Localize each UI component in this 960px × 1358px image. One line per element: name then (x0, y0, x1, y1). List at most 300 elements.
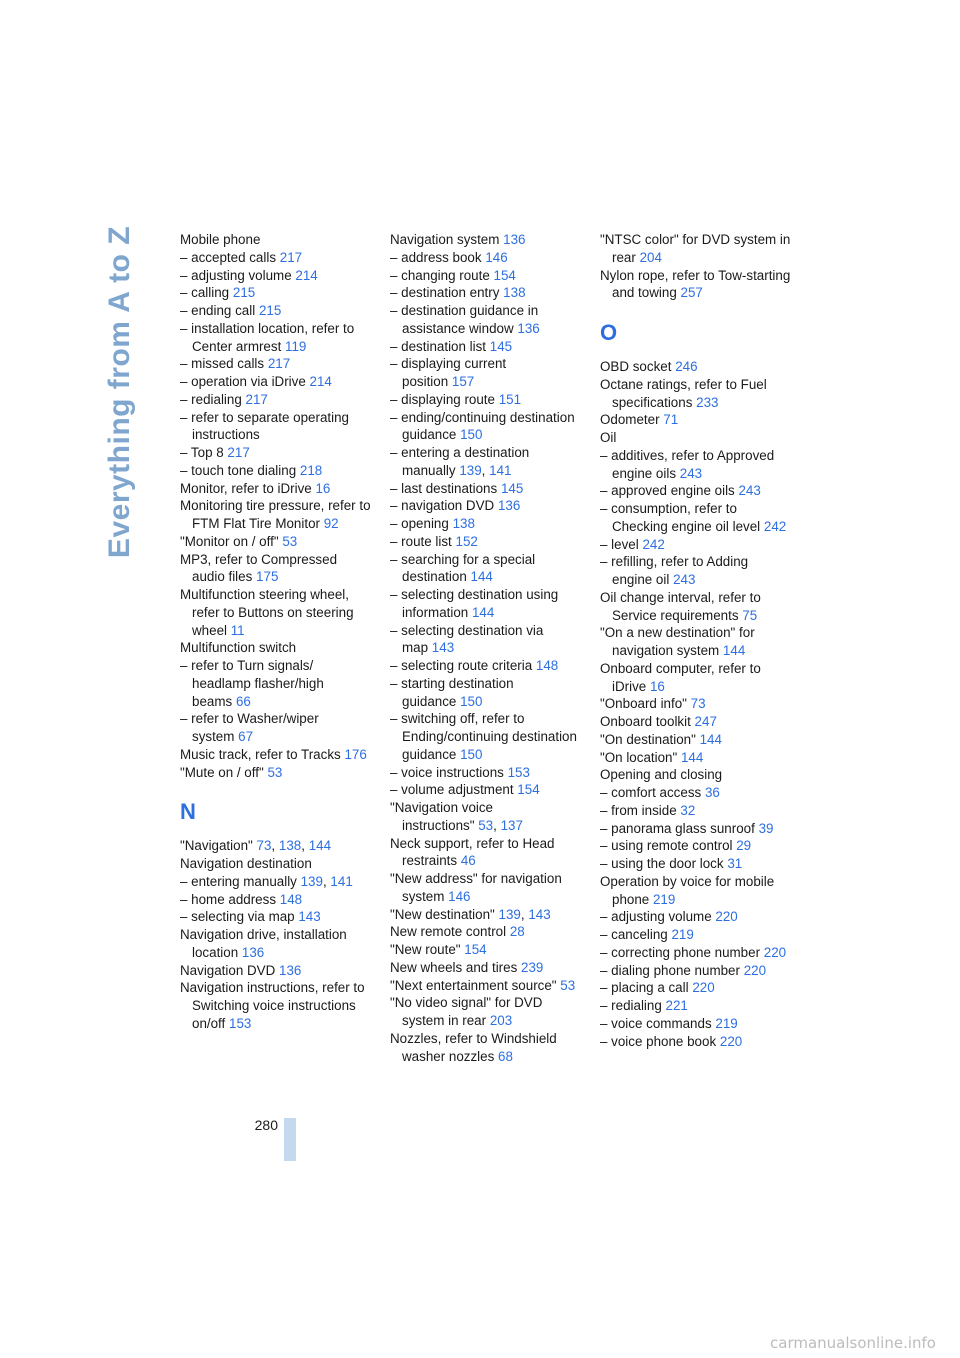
index-entry-label: – touch tone dialing (180, 462, 297, 478)
page-ref-link[interactable]: 150 (460, 427, 483, 443)
index-entry-label: Multifunction switch (180, 640, 297, 656)
index-entry-label: – navigation DVD (390, 498, 495, 514)
page-ref-link[interactable]: 68 (498, 1048, 513, 1064)
index-entry (180, 462, 372, 480)
index-entry-label: – destination guidance in assistance window (390, 303, 539, 336)
index-entry-label: Onboard toolkit (600, 714, 691, 729)
index-entry-label: – voice phone book (600, 1033, 717, 1049)
page-ref-link[interactable]: 32 (680, 802, 696, 818)
page-ref-link[interactable]: 73 (256, 838, 272, 854)
index-entry-label: Onboard computer, refer to iDrive (600, 660, 761, 694)
index-entry (600, 267, 792, 303)
index-entry-label: Navigation DVD (180, 962, 276, 978)
page-ref-link[interactable]: 92 (323, 516, 339, 531)
page-ref-link[interactable]: 242 (763, 518, 787, 534)
page-ref-link[interactable]: 214 (295, 267, 318, 283)
page-ref-link[interactable]: 136 (241, 944, 265, 960)
page-ref-separator: , (493, 817, 497, 833)
index-entry-label: – starting destination guidance (390, 675, 514, 709)
index-entry-label: Nylon rope, refer to Tow-starting and towing (600, 267, 791, 301)
index-entry (600, 589, 792, 625)
index-entry (390, 409, 582, 445)
page-ref-link[interactable]: 75 (742, 607, 758, 623)
page-ref-link[interactable]: 152 (455, 533, 478, 549)
index-entry-label: Mobile phone (180, 232, 261, 247)
index-entry-label: "Next entertainment source" (390, 977, 557, 993)
index-entry-label: – level (600, 536, 639, 552)
index-entry (600, 447, 792, 483)
index-entry (600, 944, 792, 962)
index-entry (180, 586, 372, 639)
index-entry-label: "On a new destination" for navigation system (600, 625, 755, 658)
index-entry-label: – consumption, refer to Checking engine oil level (600, 501, 761, 534)
index-entry-label: Opening and closing (600, 767, 723, 783)
page-ref-link[interactable]: 29 (736, 838, 752, 854)
index-entry-label: "New destination" (390, 906, 495, 922)
index-entry-label: Octane ratings, refer to Fuel specifications (600, 376, 767, 410)
index-entry (390, 533, 582, 551)
index-entry-label: – displaying route (390, 391, 495, 407)
page-ref-link[interactable]: 148 (279, 891, 303, 907)
index-column-2 (390, 231, 582, 1065)
index-entry (600, 376, 792, 412)
index-entry (390, 657, 582, 675)
page-ref-link[interactable]: 136 (503, 232, 526, 247)
index-entry (390, 1030, 582, 1066)
index-entry-label: "New address" for navigation system (390, 871, 562, 904)
page-ref-link[interactable]: 137 (500, 817, 523, 833)
section-letter-heading: N (180, 799, 196, 825)
index-entry-label: – accepted calls (180, 249, 277, 265)
page-ref-link[interactable]: 150 (460, 746, 483, 762)
index-entry (180, 249, 372, 267)
index-entry-label: Navigation system (390, 232, 500, 247)
index-entry-label: – address book (390, 249, 482, 265)
index-entry (180, 710, 372, 746)
page-ref-link[interactable]: 219 (671, 927, 694, 942)
index-entry (600, 411, 792, 429)
page-ref-link[interactable]: 217 (267, 356, 291, 372)
index-entry (600, 997, 792, 1015)
index-entry (600, 358, 792, 376)
page-ref-separator: , (301, 838, 305, 854)
page-ref-link[interactable]: 28 (509, 924, 525, 940)
index-entry-label: "Monitor on / off" (180, 533, 279, 549)
page-ref-link[interactable]: 220 (719, 1033, 743, 1049)
index-entry-label: Multifunction steering wheel, refer to Buttons on steering wheel (180, 587, 354, 638)
page-ref-link[interactable]: 219 (652, 891, 676, 907)
index-entry-label: Odometer (600, 412, 660, 428)
page-ref-link[interactable]: 233 (696, 394, 719, 410)
page-ref-separator: , (481, 462, 486, 478)
page-ref-link[interactable]: 144 (699, 731, 722, 747)
page-ref-link[interactable]: 143 (298, 909, 321, 925)
index-entry-label: Oil (600, 430, 617, 445)
index-entry-label: MP3, refer to Compressed audio files (180, 551, 338, 585)
index-entry (600, 926, 792, 944)
index-entry (180, 908, 372, 926)
index-entry (180, 926, 372, 962)
watermark: carmanualsonline.info (770, 1334, 936, 1352)
index-entry-label: – route list (390, 533, 452, 549)
page-ref-link[interactable]: 153 (229, 1015, 252, 1031)
index-entry-label: – voice instructions (390, 764, 504, 780)
index-entry (390, 480, 582, 498)
index-entry (180, 497, 372, 533)
index-entry (180, 891, 372, 909)
index-entry-label: "Navigation voice instructions" (390, 800, 494, 833)
page-ref-link[interactable]: 220 (692, 980, 715, 996)
index-entry-label: – entering a destination manually (390, 445, 530, 478)
index-entry (180, 267, 372, 285)
index-entry-label: – voice commands (600, 1015, 712, 1031)
index-entry (390, 799, 582, 835)
page-ref-link[interactable]: 221 (665, 998, 688, 1013)
index-entry (390, 923, 582, 941)
page-ref-link[interactable]: 247 (694, 714, 717, 729)
index-entry-label: – additives, refer to Approved engine oils (600, 447, 775, 481)
page-ref-link[interactable]: 139 (459, 462, 482, 478)
page-ref-separator: , (271, 838, 276, 854)
index-entry (180, 657, 372, 710)
index-entry (600, 820, 792, 838)
page-ref-link[interactable]: 138 (278, 838, 302, 854)
page-ref-link[interactable]: 11 (230, 622, 245, 638)
index-entry-label: "Navigation" (180, 838, 253, 854)
index-entry-label: – ending/continuing destination guidance (390, 409, 575, 443)
chapter-side-title-text: Everything from A to Z (103, 225, 136, 559)
page-ref-link[interactable]: 220 (763, 944, 787, 960)
index-entry (180, 409, 372, 445)
page-ref-link[interactable]: 218 (299, 462, 323, 478)
index-entry (390, 497, 582, 515)
page-ref-link[interactable]: 71 (663, 412, 679, 428)
page-ref-link[interactable]: 143 (431, 640, 455, 656)
index-entry (600, 536, 792, 554)
index-entry-label: – Top 8 (180, 445, 224, 460)
page-ref-link[interactable]: 141 (330, 873, 353, 889)
index-entry-label: – from inside (600, 802, 677, 818)
page-ref-link[interactable]: 145 (489, 338, 513, 354)
index-entry-label: – changing route (390, 267, 490, 283)
index-entry (180, 480, 372, 498)
index-entry (600, 749, 792, 767)
index-entry-label: – displaying current position (390, 356, 507, 389)
index-entry (390, 622, 582, 658)
index-entry-label: New remote control (390, 924, 507, 940)
index-entry (600, 802, 792, 820)
index-entry (180, 444, 372, 462)
index-entry (600, 482, 792, 500)
page-ref-link[interactable]: 138 (452, 516, 475, 531)
index-entry-label: – destination entry (390, 285, 500, 301)
index-entry (390, 551, 582, 587)
index-entry-label: OBD socket (600, 359, 672, 374)
page-ref-link[interactable]: 143 (528, 906, 551, 922)
page-ref-link[interactable]: 144 (722, 643, 746, 658)
page-ref-link[interactable]: 220 (743, 962, 767, 978)
index-column-3 (600, 231, 792, 1050)
index-entry (390, 764, 582, 782)
index-entry (600, 766, 792, 784)
index-entry (390, 941, 582, 959)
page-ref-link[interactable]: 145 (500, 480, 524, 496)
index-entry-label: – comfort access (600, 785, 702, 800)
index-entry-label: – last destinations (390, 480, 498, 496)
index-entry (180, 979, 372, 1032)
page-ref-link[interactable]: 53 (282, 533, 298, 549)
page-ref-link[interactable]: 53 (560, 977, 576, 993)
index-entry (600, 624, 792, 660)
page-ref-link[interactable]: 146 (448, 888, 471, 904)
index-entry (600, 837, 792, 855)
index-entry (180, 391, 372, 409)
index-entry (390, 284, 582, 302)
page-ref-link[interactable]: 246 (675, 359, 698, 374)
index-entry-label: Monitoring tire pressure, refer to FTM Flat Tire Monitor (180, 498, 371, 531)
page-ref-separator: , (322, 873, 327, 889)
page-ref-link[interactable]: 141 (489, 462, 512, 478)
index-entry (180, 355, 372, 373)
index-entry-label: – home address (180, 891, 277, 907)
index-entry (390, 675, 582, 711)
index-entry (600, 231, 792, 267)
index-entry (600, 731, 792, 749)
index-entry-label: New wheels and tires (390, 959, 518, 975)
page-ref-link[interactable]: 203 (489, 1013, 513, 1028)
page-ref-link[interactable]: 242 (642, 536, 665, 552)
page-ref-link[interactable]: 31 (727, 856, 743, 871)
index-entry-label: Oil change interval, refer to Service requirements (600, 589, 761, 623)
index-entry-label: – using the door lock (600, 856, 724, 871)
page-ref-link[interactable]: 239 (521, 959, 544, 975)
page-ref-link[interactable]: 73 (690, 696, 706, 712)
index-entry (600, 784, 792, 802)
page-ref-link[interactable]: 257 (680, 285, 703, 301)
index-entry-label: – canceling (600, 927, 668, 942)
page-ref-link[interactable]: 214 (309, 374, 332, 389)
index-entry-label: "Mute on / off" (180, 764, 264, 780)
index-entry (180, 373, 372, 391)
index-entry (180, 837, 372, 855)
index-entry-label: – selecting destination using information (390, 587, 559, 620)
index-entry (600, 873, 792, 909)
index-entry-label: – approved engine oils (600, 483, 735, 499)
page-ref-link[interactable]: 136 (517, 320, 540, 336)
page-ref-link[interactable]: 157 (451, 374, 475, 389)
page-ref-link[interactable]: 176 (344, 746, 367, 762)
index-entry-label: – opening (390, 516, 449, 531)
index-entry-label: "On location" (600, 749, 678, 765)
index-entry (180, 962, 372, 980)
index-entry (600, 660, 792, 696)
page-number: 280 (254, 1117, 278, 1133)
index-entry-label: – refer to Washer/wiper system (180, 711, 319, 744)
index-entry-label: Navigation drive, installation location (180, 927, 347, 960)
index-entry (180, 873, 372, 891)
page-ref-link[interactable]: 217 (227, 445, 250, 460)
index-entry-label: Navigation destination (180, 856, 312, 871)
index-entry (180, 764, 372, 782)
index-entry-label: "New route" (390, 942, 461, 957)
page-ref-link[interactable]: 151 (498, 391, 522, 407)
index-entry (390, 906, 582, 924)
page-ref-link[interactable]: 53 (267, 764, 283, 780)
page-ref-link[interactable]: 46 (460, 853, 476, 869)
index-entry-label: – placing a call (600, 980, 689, 996)
index-column-1 (180, 231, 372, 1033)
index-entry-label: – correcting phone number (600, 944, 761, 960)
index-entry (390, 515, 582, 533)
page-ref-link[interactable]: 36 (704, 785, 720, 800)
index-entry (600, 553, 792, 589)
index-entry-label: – using remote control (600, 838, 733, 854)
index-entry (180, 855, 372, 873)
index-entry (180, 551, 372, 587)
index-entry-label: – refer to Turn signals/ headlamp flasher/high beams (180, 658, 324, 709)
index-entry-label: – volume adjustment (390, 782, 514, 798)
index-entry-label: – dialing phone number (600, 962, 740, 978)
index-entry-label: – adjusting volume (600, 909, 712, 925)
index-entry (600, 500, 792, 536)
index-entry-label: Navigation instructions, refer to Switching voice instructions on/off (180, 980, 365, 1031)
page-ref-link[interactable]: 220 (715, 909, 738, 925)
index-entry (600, 962, 792, 980)
index-entry (600, 1015, 792, 1033)
index-entry-label: "Onboard info" (600, 696, 687, 712)
index-entry (600, 695, 792, 713)
page-ref-link[interactable]: 144 (471, 604, 495, 620)
index-entry (600, 429, 792, 447)
page-ref-link[interactable]: 204 (639, 249, 662, 265)
index-entry (390, 391, 582, 409)
page-ref-link[interactable]: 154 (517, 782, 540, 798)
index-entry-label: "No video signal" for DVD system in rear (390, 995, 543, 1028)
index-entry (600, 855, 792, 873)
page-ref-link[interactable]: 119 (285, 338, 307, 354)
index-entry-label: "NTSC color" for DVD system in rear (600, 232, 791, 265)
page-ref-link[interactable]: 215 (258, 303, 282, 318)
chapter-side-title (100, 225, 140, 559)
page-ref-link[interactable]: 144 (680, 749, 704, 765)
page-ref-link[interactable]: 16 (315, 480, 331, 496)
page-ref-link[interactable]: 66 (235, 693, 251, 709)
page-ref-link[interactable]: 53 (478, 817, 494, 833)
index-entry (600, 1033, 792, 1051)
page-ref-link[interactable]: 154 (464, 942, 487, 957)
index-entry-label: – redialing (180, 391, 242, 407)
index-entry-label: – refilling, refer to Adding engine oil (600, 554, 749, 587)
index-entry-label: – operation via iDrive (180, 374, 306, 389)
page-ref-link[interactable]: 144 (308, 838, 332, 854)
index-entry-label: – refer to separate operating instructions (180, 409, 349, 443)
index-entry (180, 302, 372, 320)
index-entry (390, 959, 582, 977)
index-entry (390, 355, 582, 391)
index-entry-label: – selecting destination via map (390, 622, 544, 656)
index-entry-label: – selecting via map (180, 909, 295, 925)
page-ref-link[interactable]: 138 (503, 285, 526, 301)
page-ref-link[interactable]: 243 (679, 465, 703, 481)
index-entry-label: – calling (180, 285, 230, 301)
page-ref-link[interactable]: 139 (498, 906, 521, 922)
page-ref-link[interactable]: 219 (715, 1015, 738, 1031)
index-entry (390, 267, 582, 285)
index-entry (390, 444, 582, 480)
index-entry-label: Operation by voice for mobile phone (600, 873, 775, 907)
index-entry (600, 979, 792, 997)
index-entry (390, 781, 582, 799)
index-entry-label: – adjusting volume (180, 267, 292, 283)
index-entry (390, 835, 582, 871)
index-entry (600, 908, 792, 926)
page-ref-link[interactable]: 139 (300, 873, 323, 889)
index-entry (390, 977, 582, 995)
index-entry (180, 746, 372, 764)
page-ref-link[interactable]: 217 (279, 249, 303, 265)
page-ref-link[interactable]: 243 (738, 483, 761, 499)
index-entry (390, 302, 582, 338)
index-entry-label: Music track, refer to Tracks (180, 746, 341, 762)
index-entry-label: – searching for a special destination (390, 551, 536, 585)
section-letter-heading: O (600, 320, 618, 345)
index-entry (390, 249, 582, 267)
page-ref-link[interactable]: 136 (497, 498, 521, 514)
page-ref-link[interactable]: 67 (238, 729, 254, 744)
index-entry-label: – redialing (600, 998, 662, 1013)
index-entry (390, 586, 582, 622)
index-entry-label: Neck support, refer to Head restraints (390, 835, 555, 869)
index-entry (390, 710, 582, 763)
index-entry-label: – destination list (390, 338, 487, 354)
page-ref-link[interactable]: 16 (649, 678, 665, 694)
index-entry-label: Nozzles, refer to Windshield washer nozzles (390, 1030, 557, 1064)
index-entry-label: – panorama glass sunroof (600, 820, 755, 836)
index-entry (180, 284, 372, 302)
index-entry (180, 639, 372, 657)
page-ref-link[interactable]: 175 (256, 569, 279, 585)
index-entry-label: Monitor, refer to iDrive (180, 480, 312, 496)
page-ref-separator: , (520, 906, 525, 922)
page-number-bar (284, 1118, 296, 1161)
index-entry (390, 231, 582, 249)
index-entry-label: – entering manually (180, 873, 297, 889)
page-ref-link[interactable]: 39 (758, 820, 774, 836)
page-ref-link[interactable]: 153 (507, 764, 530, 780)
page-ref-link[interactable]: 150 (460, 693, 483, 709)
index-entry-label: "On destination" (600, 731, 696, 747)
index-entry-label: – switching off, refer to Ending/continuing destination guidance (390, 711, 577, 762)
index-entry-label: – ending call (180, 303, 256, 318)
page-ref-link[interactable]: 144 (470, 569, 493, 585)
index-entry (390, 338, 582, 356)
index-entry (180, 533, 372, 551)
page-ref-link[interactable]: 154 (493, 267, 516, 283)
index-entry (180, 231, 372, 249)
index-entry (390, 870, 582, 906)
index-entry-label: – missed calls (180, 356, 265, 372)
page-ref-link[interactable]: 136 (279, 962, 302, 978)
index-entry (600, 713, 792, 731)
page-ref-link[interactable]: 243 (673, 572, 696, 587)
page-ref-link[interactable]: 215 (232, 285, 256, 301)
index-entry-label: – selecting route criteria (390, 658, 533, 673)
index-entry (390, 994, 582, 1030)
page-ref-link[interactable]: 217 (245, 391, 268, 407)
page-ref-link[interactable]: 148 (535, 658, 559, 673)
page-ref-link[interactable]: 146 (485, 249, 508, 265)
index-entry (180, 320, 372, 356)
